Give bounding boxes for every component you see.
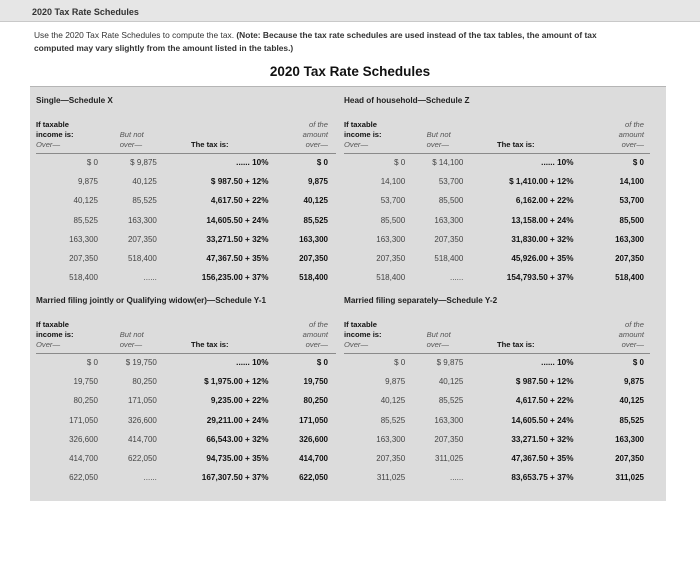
header-over-right: over— <box>305 340 328 349</box>
header-of-the: of the <box>309 120 328 129</box>
header-tax-is: The tax is: <box>497 340 535 349</box>
cell-tax: 13,158.00 + 24% <box>511 215 574 225</box>
cell-over: 311,025 <box>376 473 406 483</box>
cell-tax: 29,211.00 + 24% <box>206 415 269 425</box>
cell-but-not: ...... <box>449 273 464 283</box>
col-header-tax-is <box>191 140 229 150</box>
cell-but-not: 518,400 <box>127 254 157 263</box>
cell-amount-over: 414,700 <box>299 454 328 463</box>
table-row <box>344 254 650 269</box>
cell-amount-over: 518,400 <box>615 273 644 283</box>
cell-but-not: $ 19,750 <box>125 358 157 367</box>
cell-tax: 33,271.50 + 32% <box>206 234 269 244</box>
cell-but-not: 207,350 <box>434 434 464 444</box>
table-row <box>36 273 346 288</box>
cell-tax: 154,793.50 + 37% <box>506 273 574 283</box>
table-row <box>36 216 346 231</box>
header-but-not: But not <box>119 130 144 139</box>
header-over: Over— <box>344 140 369 149</box>
table-row <box>344 235 650 250</box>
table-row <box>344 473 650 488</box>
table-row <box>36 358 346 373</box>
table-row <box>36 158 346 173</box>
cell-over: 207,350 <box>376 254 406 263</box>
cell-but-not: 40,125 <box>132 177 157 187</box>
cell-tax: 14,605.50 + 24% <box>511 415 574 425</box>
cell-tax: $ 1,975.00 + 12% <box>204 377 269 387</box>
cell-over: 163,300 <box>376 434 406 444</box>
header-over-lower: over— <box>119 140 143 149</box>
cell-tax: 4,617.50 + 22% <box>210 196 269 206</box>
cell-but-not: $ 9,875 <box>130 158 157 167</box>
header-if-taxable: If taxable <box>36 320 69 329</box>
header-divider <box>344 353 650 354</box>
header-over: Over— <box>344 340 369 349</box>
col-header-over <box>344 120 382 150</box>
header-amount: amount <box>302 330 328 339</box>
header-income-is: income is: <box>36 130 74 139</box>
cell-tax: $ 1,410.00 + 12% <box>509 177 574 187</box>
table-row <box>344 416 650 431</box>
header-over-lower: over— <box>426 140 449 149</box>
table-row <box>36 235 346 250</box>
table-row <box>344 358 650 373</box>
cell-amount-over: $ 0 <box>316 358 328 367</box>
cell-amount-over: 163,300 <box>615 234 644 244</box>
table-row <box>36 416 346 431</box>
cell-over: 53,700 <box>380 196 406 206</box>
cell-tax: 4,617.50 + 22% <box>515 396 574 406</box>
cell-over: 9,875 <box>77 177 98 187</box>
cell-but-not: 163,300 <box>127 215 157 225</box>
cell-tax: ...... 10% <box>541 158 574 167</box>
header-over: Over— <box>36 340 61 349</box>
cell-but-not: 207,350 <box>434 234 464 244</box>
schedule-title: Married filing separately—Schedule Y-2 <box>344 296 498 305</box>
cell-but-not: 518,400 <box>434 254 464 263</box>
cell-over: 80,250 <box>73 396 98 406</box>
header-over-lower: over— <box>119 340 143 349</box>
table-row <box>36 177 346 192</box>
col-header-of-the-amount <box>303 320 328 350</box>
cell-but-not: 622,050 <box>127 454 157 463</box>
cell-amount-over: 40,125 <box>303 196 328 206</box>
cell-amount-over: 19,750 <box>303 377 328 387</box>
cell-tax: 14,605.50 + 24% <box>206 215 269 225</box>
schedule-block <box>344 296 650 496</box>
cell-but-not: 207,350 <box>127 234 157 244</box>
header-income-is: income is: <box>344 330 382 339</box>
col-header-but-not <box>427 330 451 350</box>
cell-over: $ 0 <box>394 158 406 167</box>
cell-amount-over: 14,100 <box>619 177 644 187</box>
cell-over: 85,525 <box>73 215 98 225</box>
col-header-tax-is <box>191 340 229 350</box>
header-but-not: But not <box>426 330 451 339</box>
cell-over: 85,500 <box>380 215 406 225</box>
col-header-tax-is <box>497 340 535 350</box>
cell-amount-over: 85,525 <box>619 415 644 425</box>
table-row <box>36 454 346 469</box>
cell-amount-over: 171,050 <box>299 415 328 425</box>
header-tax-is: The tax is: <box>191 340 229 349</box>
cell-over: 9,875 <box>385 377 406 387</box>
cell-but-not: 40,125 <box>438 377 464 387</box>
table-row <box>344 454 650 469</box>
cell-but-not: 85,525 <box>132 196 157 206</box>
table-row <box>344 158 650 173</box>
col-header-over <box>36 320 74 350</box>
cell-but-not: $ 9,875 <box>436 358 464 367</box>
cell-over: 163,300 <box>376 234 406 244</box>
cell-amount-over: 518,400 <box>299 273 328 283</box>
header-over-right: over— <box>621 340 644 349</box>
cell-but-not: 85,525 <box>438 396 464 406</box>
cell-tax: 6,162.00 + 22% <box>515 196 574 206</box>
cell-but-not: 85,500 <box>438 196 464 206</box>
table-row <box>344 377 650 392</box>
intro-text <box>34 29 634 55</box>
cell-over: 163,300 <box>69 234 98 244</box>
cell-tax: 66,543.00 + 32% <box>206 434 269 444</box>
col-header-of-the-amount <box>303 120 328 150</box>
table-row <box>36 254 346 269</box>
header-amount: amount <box>618 330 644 339</box>
cell-but-not: ...... <box>143 473 157 483</box>
cell-but-not: ...... <box>143 273 157 283</box>
table-row <box>36 435 346 450</box>
cell-amount-over: 40,125 <box>619 396 644 406</box>
cell-over: $ 0 <box>86 158 98 167</box>
col-header-tax-is <box>497 140 535 150</box>
cell-amount-over: 207,350 <box>615 254 644 263</box>
cell-tax: $ 987.50 + 12% <box>515 377 574 387</box>
cell-tax: 156,235.00 + 37% <box>201 273 269 283</box>
cell-amount-over: 326,600 <box>299 434 328 444</box>
cell-amount-over: 207,350 <box>299 254 328 263</box>
header-over: Over— <box>36 140 61 149</box>
cell-over: 518,400 <box>376 273 406 283</box>
cell-tax: ...... 10% <box>236 158 269 167</box>
header-amount: amount <box>618 130 644 139</box>
cell-over: 85,525 <box>380 415 406 425</box>
header-divider <box>344 153 650 154</box>
table-row <box>36 196 346 211</box>
col-header-but-not <box>427 130 451 150</box>
col-header-of-the-amount <box>619 120 644 150</box>
cell-but-not: 163,300 <box>434 215 464 225</box>
cell-over: 622,050 <box>69 473 98 483</box>
cell-but-not: 326,600 <box>127 415 157 425</box>
cell-over: 207,350 <box>69 254 98 263</box>
cell-amount-over: 9,875 <box>307 177 328 187</box>
header-over-right: over— <box>305 140 328 149</box>
cell-but-not: 163,300 <box>434 415 464 425</box>
header-but-not: But not <box>119 330 144 339</box>
cell-amount-over: 85,525 <box>303 215 328 225</box>
cell-tax: 47,367.50 + 35% <box>511 454 574 463</box>
header-divider <box>36 153 336 154</box>
cell-amount-over: $ 0 <box>632 358 644 367</box>
cell-over: 40,125 <box>380 396 406 406</box>
table-row <box>344 396 650 411</box>
cell-tax: $ 987.50 + 12% <box>210 177 269 187</box>
window-title: 2020 Tax Rate Schedules <box>0 0 700 22</box>
cell-tax: 45,926.00 + 35% <box>511 254 574 263</box>
page-title: 2020 Tax Rate Schedules <box>269 64 431 79</box>
table-row <box>344 216 650 231</box>
table-row <box>344 177 650 192</box>
header-if-taxable: If taxable <box>344 320 377 329</box>
header-if-taxable: If taxable <box>344 120 377 129</box>
header-tax-is: The tax is: <box>191 140 229 149</box>
schedule-block <box>36 96 346 296</box>
cell-tax: ...... 10% <box>541 358 574 367</box>
header-income-is: income is: <box>344 130 382 139</box>
header-if-taxable: If taxable <box>36 120 69 129</box>
header-income-is: income is: <box>36 330 74 339</box>
schedule-block <box>36 296 346 496</box>
cell-tax: 47,367.50 + 35% <box>206 254 269 263</box>
header-over-lower: over— <box>426 340 449 349</box>
cell-amount-over: 85,500 <box>619 215 644 225</box>
cell-but-not: ...... <box>449 473 464 483</box>
schedule-title: Head of household—Schedule Z <box>344 96 470 105</box>
table-row <box>36 377 346 392</box>
cell-tax: 33,271.50 + 32% <box>511 434 574 444</box>
cell-over: 414,700 <box>69 454 98 463</box>
cell-tax: 167,307.50 + 37% <box>201 473 269 483</box>
header-but-not: But not <box>426 130 451 139</box>
table-row <box>36 473 346 488</box>
cell-but-not: 171,050 <box>127 396 157 406</box>
cell-tax: 9,235.00 + 22% <box>210 396 269 406</box>
header-over-right: over— <box>621 140 644 149</box>
cell-tax: ...... 10% <box>236 358 269 367</box>
cell-amount-over: 311,025 <box>615 473 644 483</box>
schedule-title: Married filing jointly or Qualifying widow(er)—Schedule Y-1 <box>36 296 267 305</box>
cell-over: 40,125 <box>73 196 98 206</box>
intro-note: (Note: Because the tax rate schedules are used instead of the tax tables, the amount of tax computed may vary slightly from the amount listed in the tables.) <box>34 30 597 53</box>
cell-but-not: $ 14,100 <box>432 158 464 167</box>
cell-amount-over: 9,875 <box>623 377 644 387</box>
cell-amount-over: 53,700 <box>619 196 644 206</box>
schedule-block <box>344 96 650 296</box>
col-header-over <box>344 320 382 350</box>
schedule-title: Single—Schedule X <box>36 96 113 105</box>
table-row <box>344 273 650 288</box>
cell-over: 326,600 <box>69 434 98 444</box>
cell-amount-over: 163,300 <box>299 234 328 244</box>
cell-over: 19,750 <box>73 377 98 387</box>
header-divider <box>36 353 336 354</box>
cell-but-not: 311,025 <box>435 454 464 463</box>
col-header-but-not <box>120 330 144 350</box>
header-tax-is: The tax is: <box>497 140 535 149</box>
cell-over: 518,400 <box>69 273 98 283</box>
col-header-of-the-amount <box>619 320 644 350</box>
cell-over: 171,050 <box>69 415 98 425</box>
table-row <box>344 435 650 450</box>
cell-tax: 94,735.00 + 35% <box>206 454 269 463</box>
cell-tax: 31,830.00 + 32% <box>511 234 574 244</box>
header-amount: amount <box>302 130 328 139</box>
cell-over: $ 0 <box>394 358 406 367</box>
cell-but-not: 80,250 <box>132 377 157 387</box>
cell-over: $ 0 <box>86 358 98 367</box>
cell-but-not: 414,700 <box>127 434 157 444</box>
cell-amount-over: 207,350 <box>615 454 644 463</box>
header-of-the: of the <box>625 320 644 329</box>
header-of-the: of the <box>625 120 644 129</box>
intro-instruction: Use the 2020 Tax Rate Schedules to compute the tax. <box>34 30 235 40</box>
cell-over: 14,100 <box>380 177 406 187</box>
cell-but-not: 53,700 <box>438 177 464 187</box>
cell-amount-over: 622,050 <box>299 473 328 483</box>
col-header-but-not <box>120 130 144 150</box>
cell-amount-over: $ 0 <box>316 158 328 167</box>
cell-amount-over: 80,250 <box>303 396 328 406</box>
table-row <box>36 396 346 411</box>
col-header-over <box>36 120 74 150</box>
cell-over: 207,350 <box>376 454 406 463</box>
header-of-the: of the <box>309 320 328 329</box>
cell-tax: 83,653.75 + 37% <box>511 473 574 483</box>
cell-amount-over: $ 0 <box>632 158 644 167</box>
table-row <box>344 196 650 211</box>
cell-amount-over: 163,300 <box>615 434 644 444</box>
